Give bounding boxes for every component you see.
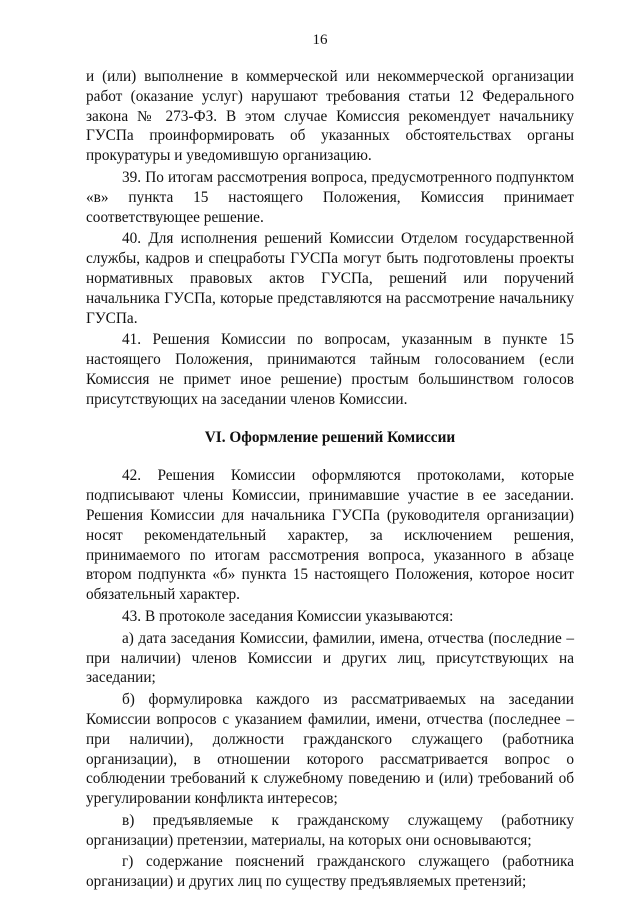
paragraph-42: 42. Решения Комиссии оформляются протоколами, которые подписывают члены Комиссии, принимавшие участие в ее заседании. Решения Комиссии для начальника ГУСПа (руководителя организации) носят рекомендательный характер, за исключением решения, принимаемого по итогам рассмотрения вопроса, указанного в абзаце втором подпункта «б» пункта 15 настоящего Положения, которое носит обязательный характер.: [86, 467, 574, 604]
paragraph-continuation: и (или) выполнение в коммерческой или некоммерческой организации работ (оказание услуг) нарушают требования статьи 12 Федерального закона № 273-ФЗ. В этом случае Комиссия рекомендует начальнику ГУСПа проинформировать об указанных обстоятельствах органы прокуратуры и уведомившую организацию.: [86, 68, 574, 165]
paragraph-43: 43. В протоколе заседания Комиссии указываются:: [122, 607, 454, 625]
section-heading: VI. Оформление решений Комиссии: [204, 428, 456, 446]
document-body: [86, 67, 574, 892]
paragraph-40: 40. Для исполнения решений Комиссии Отделом государственной службы, кадров и спецработы ГУСПа могут быть подготовлены проекты нормативных правовых актов ГУСПа, решений или поручений начальника ГУСПа, которые представляются на рассмотрение начальнику ГУСПа.: [86, 230, 574, 327]
paragraph-41: 41. Решения Комиссии по вопросам, указанным в пункте 15 настоящего Положения, принимаются тайным голосованием (если Комиссия не примет иное решение) простым большинством голосов присутствующих на заседании членов Комиссии.: [86, 331, 574, 408]
paragraph-43-v: в) предъявляемые к гражданскому служащему (работнику организации) претензии, материалы, на которых они основываются;: [86, 811, 574, 849]
paragraph-43-b: б) формулировка каждого из рассматриваемых на заседании Комиссии вопросов с указанием фамилии, имени, отчества (последнее – при наличии), должности гражданского служащего (работника организации), в отношении которого рассматривается вопрос о соблюдении требований к служебному поведению и (или) требований об урегулировании конфликта интересов;: [86, 691, 574, 808]
paragraph-43-a: а) дата заседания Комиссии, фамилии, имена, отчества (последние – при наличии) членов Комиссии и других лиц, присутствующих на заседании;: [86, 629, 574, 687]
page-number: 16: [312, 32, 328, 48]
paragraph-39: 39. По итогам рассмотрения вопроса, предусмотренного подпунктом «в» пункта 15 настоящего Положения, Комиссия принимает соответствующее решение.: [86, 168, 574, 226]
paragraph-43-g: г) содержание пояснений гражданского служащего (работника организации) и других лиц по существу предъявляемых претензий;: [86, 853, 574, 891]
